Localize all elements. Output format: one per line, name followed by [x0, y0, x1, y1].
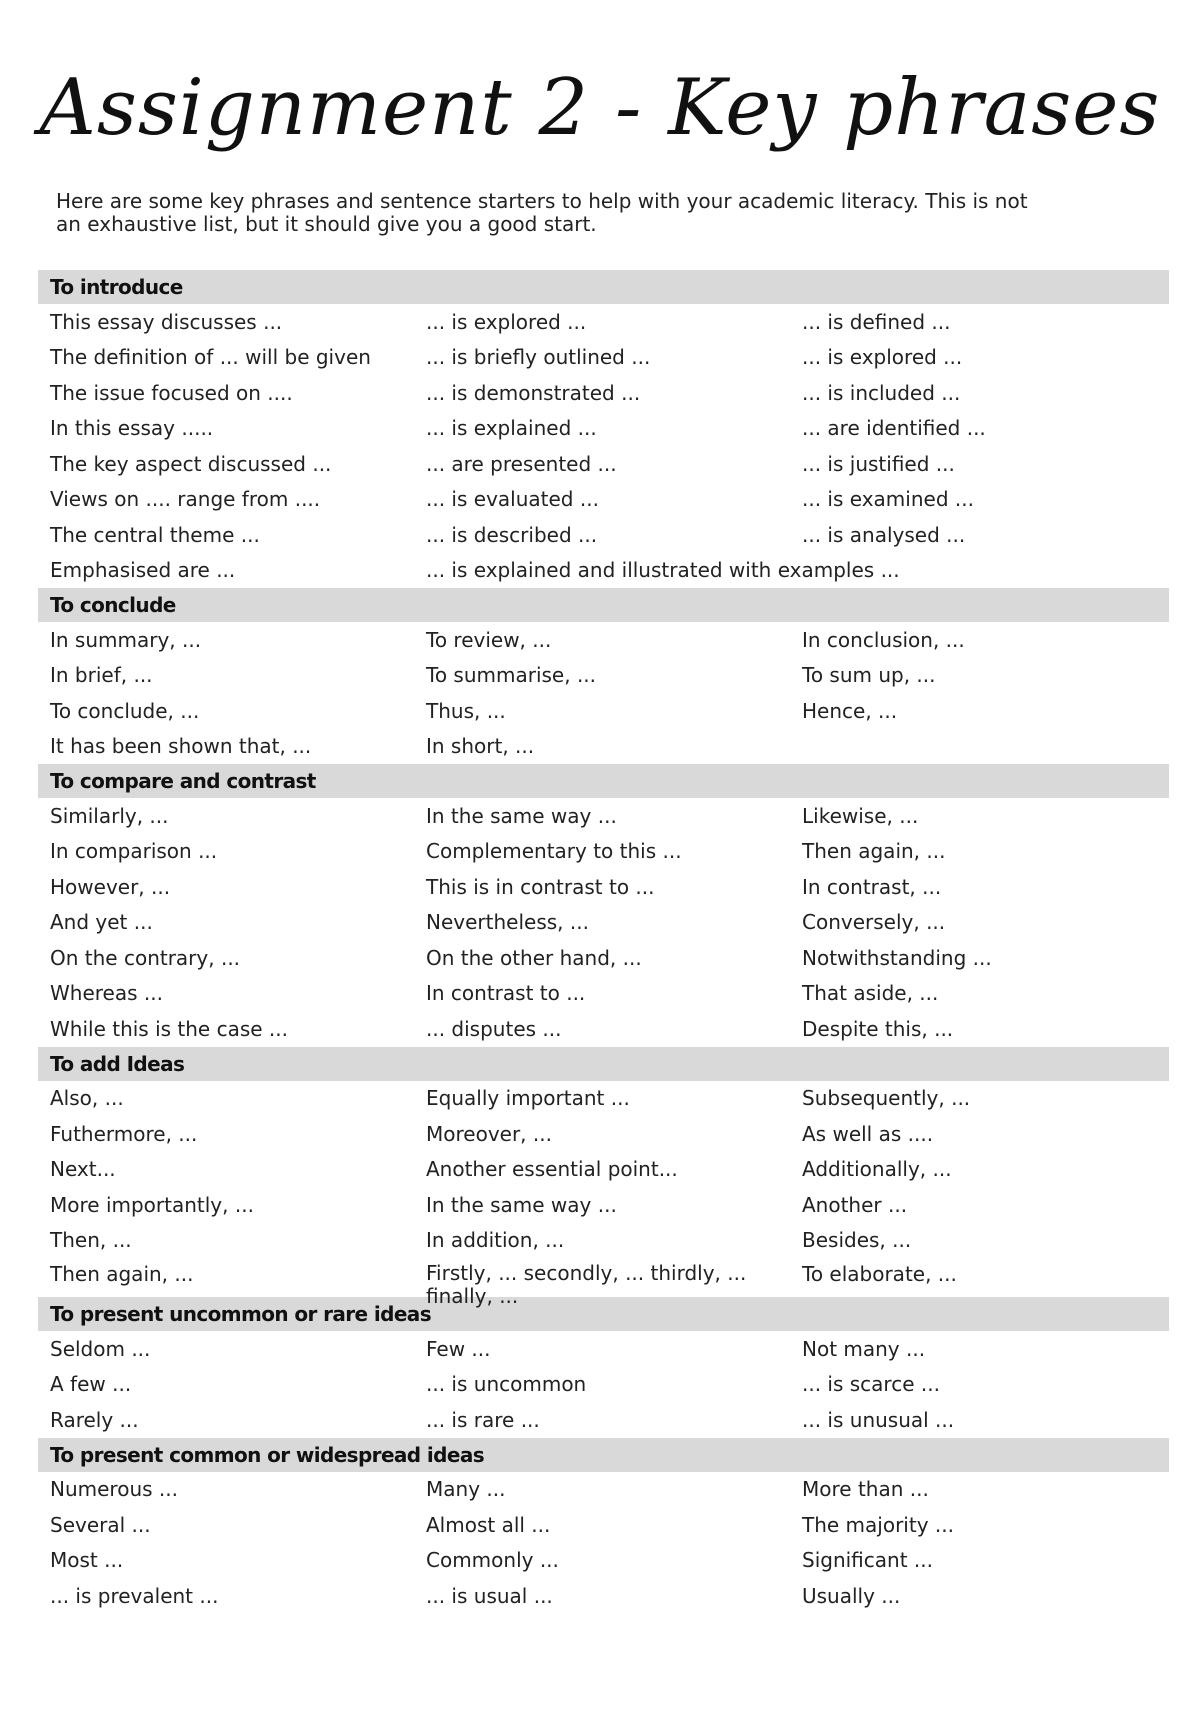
phrase-row — [38, 1258, 1169, 1308]
section-heading: To conclude — [38, 588, 1169, 622]
phrase-cell: More than ... — [802, 1477, 929, 1502]
phrase-cell: In contrast, ... — [802, 874, 942, 899]
phrase-table — [38, 270, 1169, 1614]
phrase-row — [38, 1116, 1169, 1152]
phrase-cell: ... is explored ... — [426, 309, 587, 334]
phrase-cell: Significant ... — [802, 1548, 933, 1573]
section-heading: To present common or widespread ideas — [38, 1438, 1169, 1472]
phrase-cell: ... is usual ... — [426, 1583, 553, 1608]
phrase-cell: To conclude, ... — [50, 698, 200, 723]
phrase-row — [38, 798, 1169, 834]
phrase-cell: In the same way ... — [426, 803, 617, 828]
intro-paragraph: Here are some key phrases and sentence starters to help with your academic literacy. This is not an exhaustive list, but it should give you a good start. — [56, 189, 1028, 236]
phrase-row — [38, 1367, 1169, 1403]
phrase-row — [38, 869, 1169, 905]
phrase-cell: This is in contrast to ... — [426, 874, 655, 899]
phrase-cell: ... is unusual ... — [802, 1407, 955, 1432]
phrase-cell: Conversely, ... — [802, 910, 946, 935]
phrase-section — [38, 588, 1169, 764]
phrase-cell: Hence, ... — [802, 698, 898, 723]
phrase-cell: Many ... — [426, 1477, 506, 1502]
phrase-cell: Seldom ... — [50, 1336, 151, 1361]
phrase-cell: Thus, ... — [426, 698, 506, 723]
phrase-cell: Also, ... — [50, 1086, 124, 1111]
phrase-row — [38, 446, 1169, 482]
phrase-row — [38, 517, 1169, 553]
phrase-cell: On the other hand, ... — [426, 945, 642, 970]
phrase-row — [38, 1543, 1169, 1579]
phrase-cell: ... are identified ... — [802, 416, 986, 441]
phrase-cell: ... is rare ... — [426, 1407, 540, 1432]
phrase-cell: Several ... — [50, 1512, 151, 1537]
phrase-cell: While this is the case ... — [50, 1016, 288, 1041]
phrase-row — [38, 1331, 1169, 1367]
phrase-cell: To elaborate, ... — [802, 1262, 957, 1286]
phrase-cell: Emphasised are ... — [50, 558, 236, 583]
phrase-row — [38, 1578, 1169, 1614]
phrase-cell: Likewise, ... — [802, 803, 919, 828]
phrase-row — [38, 482, 1169, 518]
phrase-cell: Views on .... range from .... — [50, 487, 321, 512]
phrase-section — [38, 764, 1169, 1047]
phrase-row — [38, 375, 1169, 411]
phrase-cell: Futhermore, ... — [50, 1121, 198, 1146]
phrase-cell: ... is analysed ... — [802, 522, 966, 547]
phrase-cell: ... is prevalent ... — [50, 1583, 219, 1608]
phrase-cell: Usually ... — [802, 1583, 901, 1608]
phrase-cell: Next... — [50, 1157, 116, 1182]
phrase-row — [38, 553, 1169, 589]
phrase-cell: Rarely ... — [50, 1407, 139, 1432]
phrase-row — [38, 1402, 1169, 1438]
phrase-cell: Numerous ... — [50, 1477, 178, 1502]
phrase-cell: ... is described ... — [426, 522, 598, 547]
phrase-cell: A few ... — [50, 1372, 132, 1397]
phrase-cell: In this essay ..... — [50, 416, 214, 441]
phrase-cell: ... is justified ... — [802, 451, 955, 476]
phrase-section — [38, 1047, 1169, 1308]
phrase-cell: Then again, ... — [802, 839, 946, 864]
phrase-cell: Subsequently, ... — [802, 1086, 971, 1111]
phrase-cell: In comparison ... — [50, 839, 218, 864]
phrase-cell: On the contrary, ... — [50, 945, 241, 970]
section-heading: To add Ideas — [38, 1047, 1169, 1081]
phrase-cell: In addition, ... — [426, 1228, 565, 1253]
phrase-cell: As well as .... — [802, 1121, 934, 1146]
phrase-cell: To sum up, ... — [802, 663, 936, 688]
phrase-cell: That aside, ... — [802, 981, 939, 1006]
phrase-cell: Few ... — [426, 1336, 491, 1361]
phrase-cell: Not many ... — [802, 1336, 926, 1361]
phrase-cell: Nevertheless, ... — [426, 910, 589, 935]
phrase-cell: ... disputes ... — [426, 1016, 562, 1041]
phrase-cell: In short, ... — [426, 734, 535, 759]
phrase-cell: In contrast to ... — [426, 981, 586, 1006]
phrase-cell: The central theme ... — [50, 522, 260, 547]
phrase-cell: To summarise, ... — [426, 663, 597, 688]
phrase-row — [38, 1152, 1169, 1188]
phrase-row — [38, 1507, 1169, 1543]
phrase-row — [38, 304, 1169, 340]
phrase-row — [38, 729, 1169, 765]
phrase-cell: The majority ... — [802, 1512, 954, 1537]
phrase-row — [38, 1011, 1169, 1047]
phrase-cell: However, ... — [50, 874, 171, 899]
phrase-cell: ... is uncommon — [426, 1372, 587, 1397]
phrase-row — [38, 340, 1169, 376]
phrase-cell: Equally important ... — [426, 1086, 630, 1111]
phrase-cell: Whereas ... — [50, 981, 163, 1006]
phrase-cell: ... is demonstrated ... — [426, 380, 641, 405]
phrase-cell: ... is scarce ... — [802, 1372, 940, 1397]
phrase-cell: ... is explained ... — [426, 416, 597, 441]
phrase-cell: Additionally, ... — [802, 1157, 952, 1182]
phrase-row — [38, 411, 1169, 447]
phrase-row — [38, 976, 1169, 1012]
phrase-cell: To review, ... — [426, 627, 552, 652]
phrase-cell: Most ... — [50, 1548, 124, 1573]
phrase-cell: Another essential point... — [426, 1157, 678, 1182]
phrase-cell: The issue focused on .... — [50, 380, 293, 405]
phrase-cell: More importantly, ... — [50, 1192, 254, 1217]
phrase-row — [38, 1223, 1169, 1259]
phrase-cell: Almost all ... — [426, 1512, 551, 1537]
phrase-row — [38, 1472, 1169, 1508]
section-heading: To introduce — [38, 270, 1169, 304]
phrase-cell: ... is included ... — [802, 380, 961, 405]
phrase-cell: In brief, ... — [50, 663, 153, 688]
phrase-row — [38, 834, 1169, 870]
phrase-cell: Then again, ... — [50, 1262, 194, 1286]
phrase-row — [38, 1187, 1169, 1223]
phrase-cell: Notwithstanding ... — [802, 945, 992, 970]
phrase-cell: In conclusion, ... — [802, 627, 965, 652]
phrase-cell: Another ... — [802, 1192, 908, 1217]
phrase-cell: Then, ... — [50, 1228, 132, 1253]
section-heading: To compare and contrast — [38, 764, 1169, 798]
phrase-section — [38, 270, 1169, 588]
phrase-cell: ... is evaluated ... — [426, 487, 599, 512]
phrase-cell: ... is examined ... — [802, 487, 974, 512]
phrase-cell: The definition of ... will be given — [50, 345, 371, 370]
phrase-cell: ... is defined ... — [802, 309, 951, 334]
phrase-cell: Besides, ... — [802, 1228, 912, 1253]
phrase-cell: ... is briefly outlined ... — [426, 345, 651, 370]
phrase-section — [38, 1297, 1169, 1438]
section-heading: To present uncommon or rare ideas — [38, 1297, 1169, 1331]
phrase-row — [38, 658, 1169, 694]
phrase-cell: Similarly, ... — [50, 803, 169, 828]
phrase-cell: In the same way ... — [426, 1192, 617, 1217]
phrase-row — [38, 1081, 1169, 1117]
phrase-cell: ... is explored ... — [802, 345, 963, 370]
phrase-cell: Moreover, ... — [426, 1121, 552, 1146]
phrase-cell: ... is explained and illustrated with examples ... — [426, 558, 900, 583]
phrase-cell: Firstly, ... secondly, ... thirdly, ... finally, ... — [426, 1261, 747, 1308]
phrase-cell: It has been shown that, ... — [50, 734, 312, 759]
phrase-cell: Commonly ... — [426, 1548, 559, 1573]
page-title: Assignment 2 - Key phrases — [39, 63, 1161, 153]
phrase-row — [38, 940, 1169, 976]
phrase-cell: The key aspect discussed ... — [50, 451, 332, 476]
phrase-cell: And yet ... — [50, 910, 153, 935]
phrase-cell: This essay discusses ... — [50, 309, 283, 334]
phrase-cell: Complementary to this ... — [426, 839, 682, 864]
phrase-section — [38, 1438, 1169, 1614]
phrase-cell: Despite this, ... — [802, 1016, 954, 1041]
phrase-row — [38, 905, 1169, 941]
phrase-row — [38, 693, 1169, 729]
phrase-cell: ... are presented ... — [426, 451, 617, 476]
phrase-row — [38, 622, 1169, 658]
phrase-cell: In summary, ... — [50, 627, 202, 652]
